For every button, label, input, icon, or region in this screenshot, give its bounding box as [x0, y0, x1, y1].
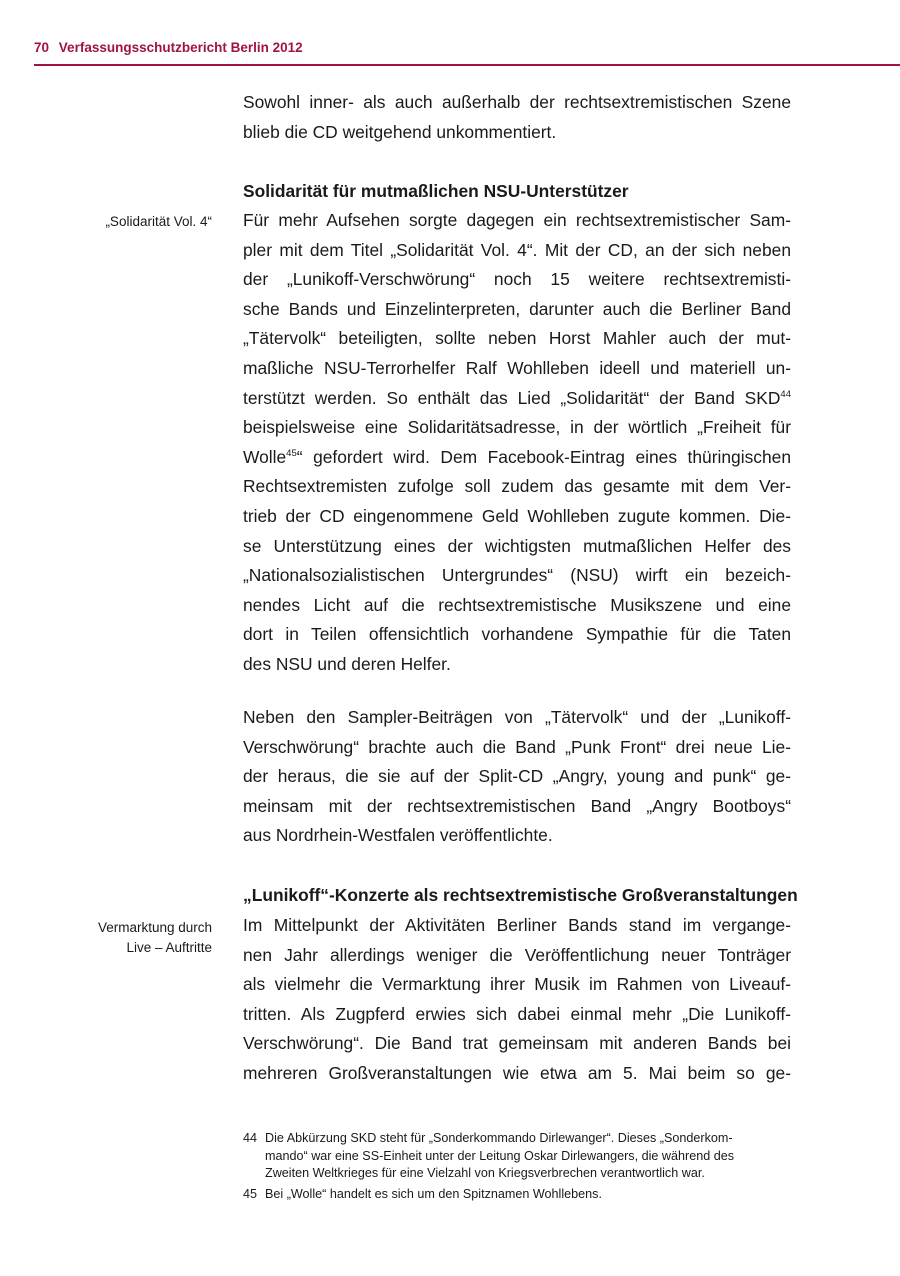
- section-heading-lunikoff: „Lunikoff“-Konzerte als rechtsextremistische Großveranstaltungen: [243, 885, 798, 905]
- text-line: der heraus, die sie auf der Split-CD „Angry, young and punk“ ge-: [243, 766, 791, 787]
- text-line: maßliche NSU-Terrorhelfer Ralf Wohlleben ideell und materiell un-: [243, 357, 791, 378]
- margin-note-vermarktung: [98, 918, 212, 958]
- text-line: Sowohl inner- als auch außerhalb der rechtsextremistischen Szene: [243, 92, 791, 112]
- section-heading-nsu: Solidarität für mutmaßlichen NSU-Unterstützer: [243, 181, 629, 201]
- text-line: der „Lunikoff-Verschwörung“ noch 15 weitere rechtsextremisti-: [243, 269, 791, 290]
- intro-paragraph: [243, 88, 791, 147]
- section2-paragraph: [243, 911, 791, 1089]
- report-title: Verfassungsschutzbericht Berlin 2012: [58, 40, 303, 55]
- text-line: nendes Licht auf die rechtsextremistische Musikszene und eine: [243, 594, 791, 615]
- text-line: „Nationalsozialistischen Untergrundes“ (NSU) wirft ein bezeich-: [243, 565, 791, 586]
- footnote-ref-44[interactable]: 44: [780, 388, 791, 400]
- text-line: als vielmehr die Vermarktung ihrer Musik im Rahmen von Liveauf-: [243, 974, 791, 995]
- text-line: aus Nordrhein-Westfalen veröffentlichte.: [243, 825, 553, 846]
- text-line: Verschwörung“ brachte auch die Band „Punk Front“ drei neue Lie-: [243, 736, 791, 757]
- text-line: [243, 443, 791, 473]
- footnote-44: [243, 1130, 791, 1183]
- footnote-line: Zweiten Weltkrieges für eine Vielzahl von Kriegsverbrechen verantwortlich war.: [265, 1166, 705, 1180]
- footnote-number: 44: [243, 1131, 258, 1145]
- text-segment: “ gefordert wird. Dem Facebook-Eintrag eines thüringischen: [296, 446, 791, 467]
- running-header: [34, 40, 900, 55]
- text-line: „Tätervolk“ beteiligten, sollte neben Horst Mahler auch der mut-: [243, 328, 791, 349]
- text-line: Für mehr Aufsehen sorgte dagegen ein rechtsextremistischer Sam-: [243, 210, 791, 230]
- text-line: Neben den Sampler-Beiträgen von „Tätervolk“ und der „Lunikoff-: [243, 707, 791, 727]
- text-line: beispielsweise eine Solidaritätsadresse, in der wörtlich „Freiheit für: [243, 417, 791, 438]
- text-line: pler mit dem Titel „Solidarität Vol. 4“. Mit der CD, an der sich neben: [243, 239, 791, 260]
- text-segment: terstützt werden. So enthält das Lied „Solidarität“ der Band SKD: [243, 387, 781, 408]
- header-rule: [34, 64, 900, 66]
- margin-note-line: Live – Auftritte: [126, 940, 212, 955]
- text-line: meinsam mit der rechtsextremistischen Band „Angry Bootboys“: [243, 795, 791, 816]
- text-segment: Wolle: [243, 446, 287, 467]
- text-line: Verschwörung“. Die Band trat gemeinsam mit anderen Bands bei: [243, 1033, 791, 1054]
- footnotes: [243, 1130, 791, 1206]
- footnote-text: [265, 1186, 791, 1204]
- section1-paragraph-2: [243, 703, 791, 851]
- text-line: blieb die CD weitgehend unkommentiert.: [243, 121, 557, 142]
- section1-paragraph-1: [243, 206, 791, 680]
- footnote-45: [243, 1186, 791, 1204]
- footnote-line: mando“ war eine SS-Einheit unter der Leitung Oskar Dirlewangers, die während des: [265, 1148, 735, 1163]
- text-line: [243, 384, 791, 414]
- text-line: nen Jahr allerdings weniger die Veröffentlichung neuer Tonträger: [243, 944, 791, 965]
- text-line: trieb der CD eingenommene Geld Wohlleben zugute kommen. Die-: [243, 505, 791, 526]
- text-line: Rechtsextremisten zufolge soll zudem das gesamte mit dem Ver-: [243, 476, 791, 497]
- margin-note-line: Vermarktung durch: [97, 920, 212, 935]
- footnote-line: Die Abkürzung SKD steht für „Sonderkommando Dirlewanger“. Dieses „Sonderkom-: [265, 1131, 733, 1145]
- page-number: 70: [34, 40, 50, 55]
- text-line: Im Mittelpunkt der Aktivitäten Berliner Bands stand im vergange-: [243, 915, 791, 935]
- footnote-ref-45[interactable]: 45: [286, 447, 297, 459]
- text-line: sche Bands und Einzelinterpreten, darunter auch die Berliner Band: [243, 298, 791, 319]
- margin-note-solidaritaet: „Solidarität Vol. 4“: [105, 214, 212, 229]
- text-line: tritten. Als Zugpferd erwies sich dabei einmal mehr „Die Lunikoff-: [243, 1003, 791, 1024]
- text-line: se Unterstützung eines der wichtigsten mutmaßlichen Helfer des: [243, 535, 791, 556]
- footnote-text: [265, 1130, 791, 1183]
- footnote-line: Bei „Wolle“ handelt es sich um den Spitznamen Wohllebens.: [265, 1186, 602, 1201]
- text-line: des NSU und deren Helfer.: [243, 653, 451, 674]
- text-line: mehreren Großveranstaltungen wie etwa am 5. Mai beim so ge-: [243, 1062, 791, 1083]
- text-line: dort in Teilen offensichtlich vorhandene Sympathie für die Taten: [243, 624, 791, 645]
- footnote-number: 45: [243, 1186, 258, 1201]
